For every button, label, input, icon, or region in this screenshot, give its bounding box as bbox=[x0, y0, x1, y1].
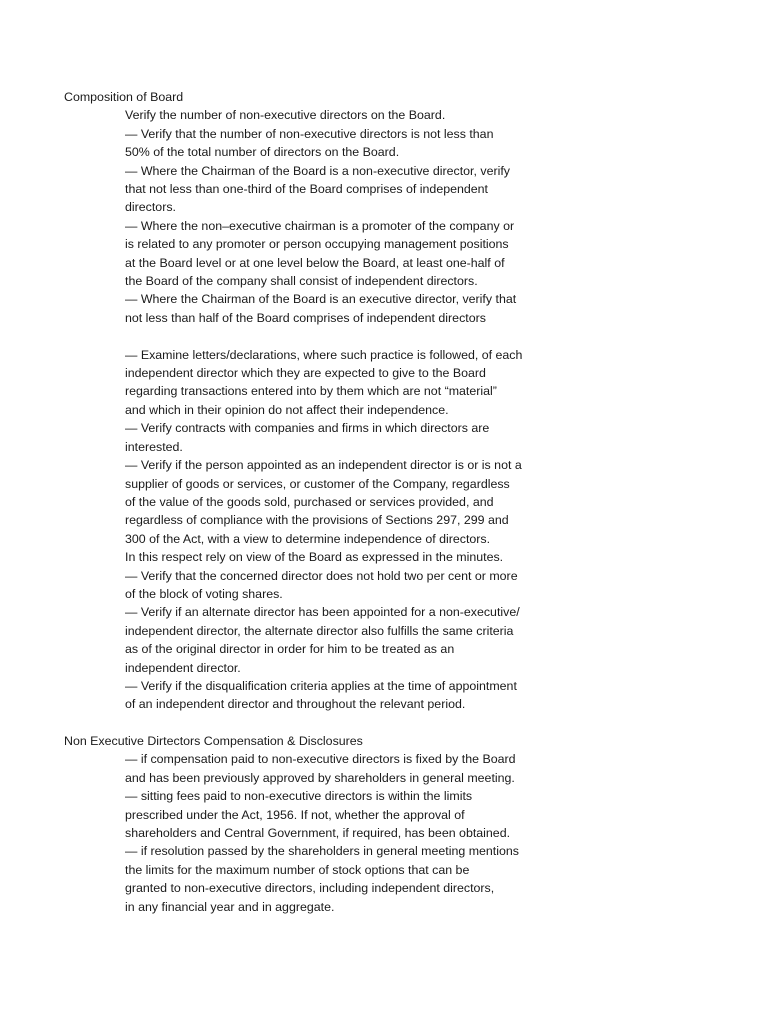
text-line: independent director which they are expected to give to the Board bbox=[125, 366, 486, 381]
text-line: — Where the Chairman of the Board is an executive director, verify that bbox=[125, 292, 517, 307]
text-line: — Where the Chairman of the Board is a non-executive director, verify bbox=[125, 163, 510, 178]
text-line: independent director. bbox=[125, 660, 241, 675]
text-line: granted to non-executive directors, including independent directors, bbox=[125, 881, 495, 896]
text-line: 300 of the Act, with a view to determine independence of directors. bbox=[125, 531, 491, 546]
text-line: — Verify that the concerned director does not hold two per cent or more bbox=[125, 568, 518, 583]
text-line: is related to any promoter or person occupying management positions bbox=[125, 237, 509, 252]
text-line: — Verify that the number of non-executive directors is not less than bbox=[125, 126, 494, 141]
text-line: directors. bbox=[125, 200, 176, 215]
text-line: — Verify if the person appointed as an independent director is or is not a bbox=[125, 458, 522, 473]
text-line: — Where the non–executive chairman is a promoter of the company or bbox=[125, 218, 515, 233]
section-heading: Non Executive Dirtectors Compensation & Disclosures bbox=[64, 734, 363, 748]
text-line: supplier of goods or services, or customer of the Company, regardless bbox=[125, 476, 510, 491]
text-line: not less than half of the Board comprises of independent directors bbox=[125, 310, 486, 325]
text-line: regardless of compliance with the provisions of Sections 297, 299 and bbox=[125, 513, 509, 528]
text-line: of the value of the goods sold, purchased or services provided, and bbox=[125, 494, 494, 509]
section-body bbox=[125, 106, 522, 713]
text-line: as of the original director in order for him to be treated as an bbox=[125, 642, 455, 657]
text-line: and has been previously approved by shareholders in general meeting. bbox=[125, 770, 515, 785]
text-line: interested. bbox=[125, 439, 183, 454]
blank-line bbox=[125, 327, 522, 345]
text-line: — Verify if an alternate director has been appointed for a non-executive/ bbox=[125, 605, 520, 620]
text-line: in any financial year and in aggregate. bbox=[125, 899, 335, 914]
text-line: — Verify contracts with companies and firms in which directors are bbox=[125, 421, 490, 436]
text-line: In this respect rely on view of the Board as expressed in the minutes. bbox=[125, 550, 504, 565]
text-line: at the Board level or at one level below the Board, at least one-half of bbox=[125, 255, 505, 270]
text-line: the Board of the company shall consist of independent directors. bbox=[125, 274, 478, 289]
text-line: — sitting fees paid to non-executive directors is within the limits bbox=[125, 789, 473, 804]
text-line: Verify the number of non-executive directors on the Board. bbox=[125, 108, 446, 123]
text-line: independent director, the alternate director also fulfills the same criteria bbox=[125, 623, 514, 638]
text-line: the limits for the maximum number of stock options that can be bbox=[125, 862, 470, 877]
text-line: — if resolution passed by the shareholders in general meeting mentions bbox=[125, 844, 519, 859]
text-line: of the block of voting shares. bbox=[125, 586, 283, 601]
text-line: 50% of the total number of directors on the Board. bbox=[125, 145, 400, 160]
text-line: and which in their opinion do not affect their independence. bbox=[125, 402, 449, 417]
text-line: — Verify if the disqualification criteria applies at the time of appointment bbox=[125, 678, 517, 693]
text-line: — if compensation paid to non-executive directors is fixed by the Board bbox=[125, 752, 516, 767]
text-line: of an independent director and throughout the relevant period. bbox=[125, 697, 466, 712]
section-heading: Composition of Board bbox=[64, 90, 184, 104]
section-body bbox=[125, 750, 519, 916]
text-line: regarding transactions entered into by them which are not “material” bbox=[125, 384, 497, 399]
text-line: that not less than one-third of the Board comprises of independent bbox=[125, 182, 489, 197]
text-line: shareholders and Central Government, if required, has been obtained. bbox=[125, 826, 511, 841]
text-line: prescribed under the Act, 1956. If not, whether the approval of bbox=[125, 807, 465, 822]
text-line: — Examine letters/declarations, where such practice is followed, of each bbox=[125, 347, 523, 362]
